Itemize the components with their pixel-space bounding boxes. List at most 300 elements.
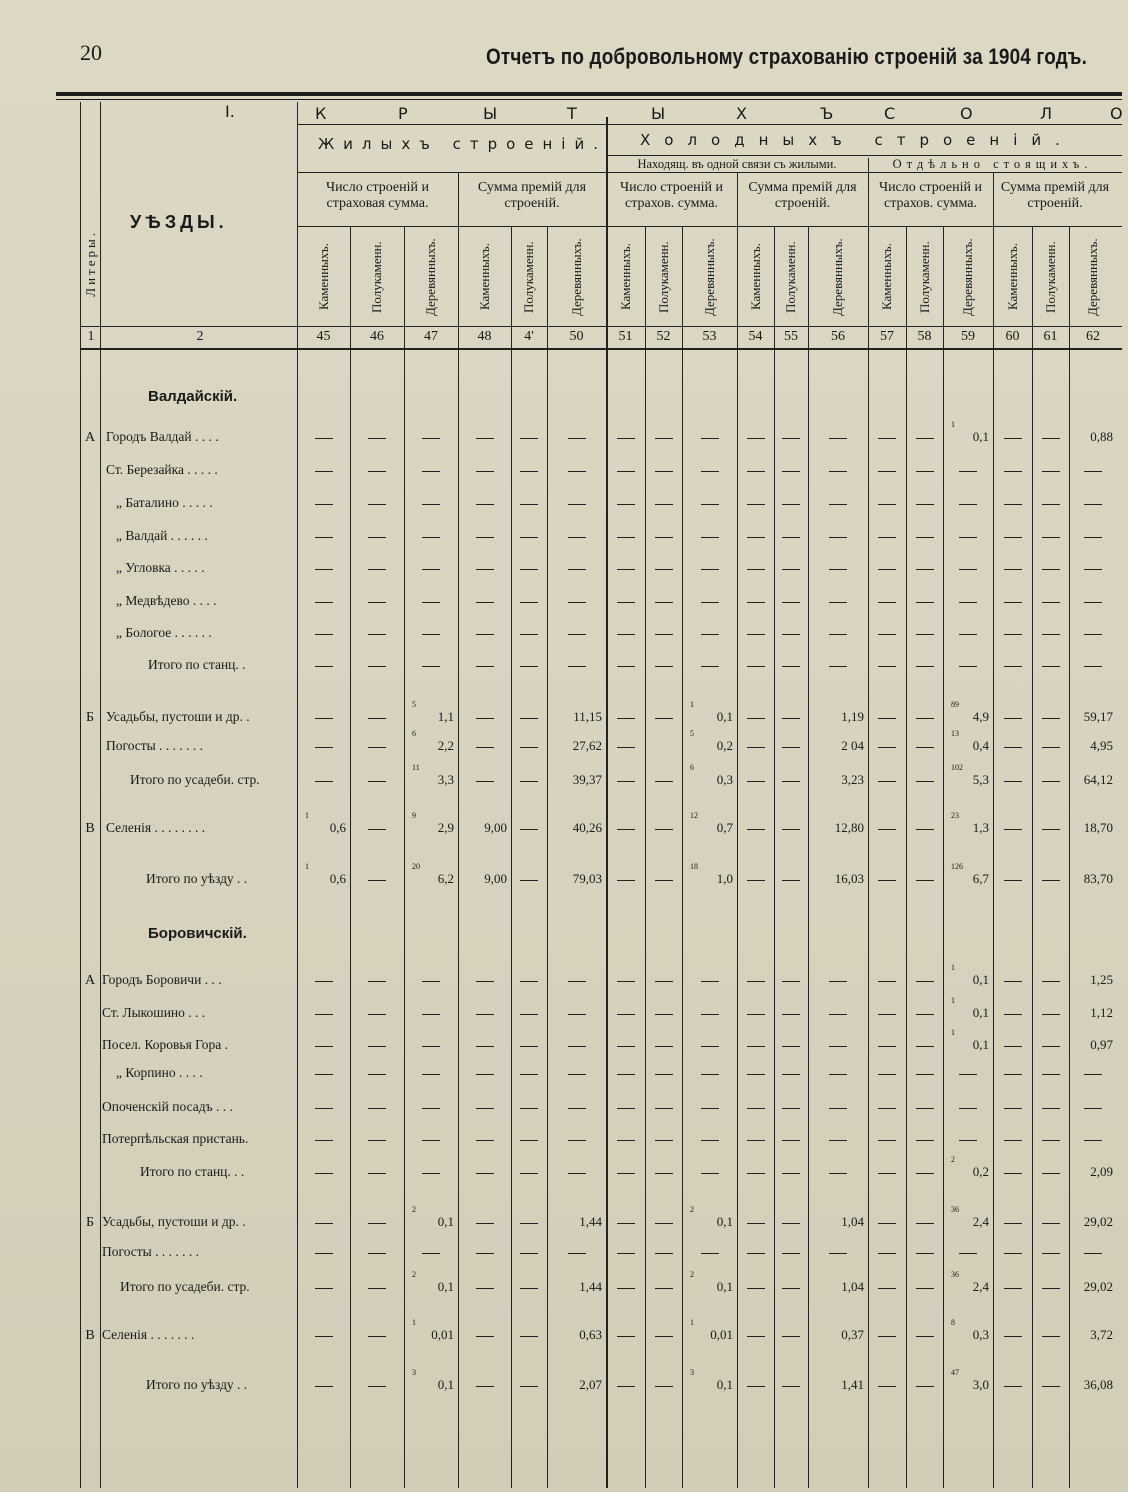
cell-count: 1 [690, 1318, 694, 1327]
cell-count: 1 [305, 862, 309, 871]
cell-value: 0,37 [841, 1327, 864, 1342]
column-type-label: Каменныхъ. [879, 243, 894, 311]
cell-dash [476, 718, 494, 719]
cell-dash [829, 634, 847, 635]
table-cell [299, 862, 346, 887]
cell-dash [829, 981, 847, 982]
table-left-border [80, 102, 81, 1488]
cell-dash [1004, 829, 1022, 830]
cell-value: 0,01 [710, 1327, 733, 1342]
row-label: Итого по усадеби. стр. [120, 1279, 250, 1294]
cell-dash [1042, 666, 1060, 667]
table-cell [945, 1270, 989, 1295]
cell-dash [368, 718, 386, 719]
cell-dash [878, 537, 896, 538]
cell-dash [878, 747, 896, 748]
group-header: Сумма премій для строеній. [477, 180, 587, 211]
header-bottom-rule [80, 326, 1122, 327]
row-label: Погосты . . . . . . . [106, 738, 203, 753]
row-label: Опоченскій посадъ . . . [102, 1099, 233, 1114]
column-type-label: Полукаменн. [1042, 241, 1058, 313]
table-cell [945, 1028, 989, 1053]
table-cell [684, 700, 733, 725]
cell-dash [701, 438, 719, 439]
cell-dash [476, 666, 494, 667]
cell-dash [829, 1108, 847, 1109]
cell-dash [747, 1046, 765, 1047]
cell-dash [782, 1336, 800, 1337]
table-cell [549, 1377, 602, 1393]
table-cell [406, 862, 454, 887]
cell-dash [476, 504, 494, 505]
cell-dash [701, 537, 719, 538]
column-border [547, 226, 548, 1488]
cell-count: 36 [951, 1270, 959, 1279]
table-cell [1071, 1279, 1113, 1295]
cell-dash [878, 981, 896, 982]
cell-dash [782, 1074, 800, 1075]
row-letter: Б [85, 710, 95, 725]
cell-dash [1084, 666, 1102, 667]
cell-dash [368, 471, 386, 472]
cell-dash [422, 1253, 440, 1254]
cell-dash [617, 634, 635, 635]
cell-dash [1042, 1253, 1060, 1254]
cell-dash [315, 602, 333, 603]
cell-dash [520, 1014, 538, 1015]
cell-dash [617, 602, 635, 603]
cell-dash [655, 829, 673, 830]
cell-dash [315, 1108, 333, 1109]
cell-dash [655, 781, 673, 782]
cell-dash [959, 504, 977, 505]
table-cell [1071, 1005, 1113, 1021]
cell-dash [1004, 1223, 1022, 1224]
cell-dash [568, 1014, 586, 1015]
cell-value: 0,01 [431, 1327, 454, 1342]
cell-value: 0,7 [716, 820, 733, 835]
cell-dash [315, 1046, 333, 1047]
cell-dash [916, 602, 934, 603]
table-cell [406, 700, 454, 725]
cell-dash [701, 602, 719, 603]
table-cell [1071, 972, 1113, 988]
cell-dash [368, 747, 386, 748]
cell-dash [878, 1223, 896, 1224]
cell-dash [916, 718, 934, 719]
cell-dash [701, 569, 719, 570]
cell-dash [829, 537, 847, 538]
cell-dash [368, 1074, 386, 1075]
cell-dash [1042, 747, 1060, 748]
cell-dash [520, 1140, 538, 1141]
table-cell [1071, 1377, 1113, 1393]
cell-dash [701, 504, 719, 505]
cell-value: 1,25 [1090, 972, 1113, 987]
cell-count: 2 [951, 1155, 955, 1164]
cell-dash [368, 438, 386, 439]
section-letter: Ы [483, 104, 498, 123]
cell-dash [916, 1336, 934, 1337]
cell-dash [520, 1386, 538, 1387]
cell-dash [617, 718, 635, 719]
cell-dash [520, 880, 538, 881]
cell-dash [655, 1288, 673, 1289]
cell-value: 0,1 [972, 429, 989, 444]
cell-dash [1042, 781, 1060, 782]
cell-dash [1004, 1046, 1022, 1047]
cell-dash [617, 666, 635, 667]
column-number: 46 [370, 329, 384, 344]
cell-dash [617, 981, 635, 982]
cell-dash [520, 1223, 538, 1224]
cell-dash [315, 471, 333, 472]
section-letter: С [884, 104, 896, 123]
table-cell [945, 963, 989, 988]
column-border [943, 226, 944, 1488]
cell-dash [617, 1046, 635, 1047]
cell-dash [916, 829, 934, 830]
column-type-label: Каменныхъ. [315, 243, 331, 311]
cell-count: 47 [951, 1368, 959, 1377]
cell-dash [916, 1046, 934, 1047]
cell-dash [916, 880, 934, 881]
cell-dash [878, 1108, 896, 1109]
cell-value: 79,03 [572, 871, 602, 886]
section-letter: Ы [651, 104, 666, 123]
cell-value: 0,63 [579, 1327, 602, 1342]
table-cell [684, 1318, 733, 1343]
cell-dash [617, 1336, 635, 1337]
row-label: Селенія . . . . . . . [102, 1327, 195, 1342]
cell-dash [829, 438, 847, 439]
cell-count: 18 [690, 862, 698, 871]
cell-dash [568, 537, 586, 538]
cell-dash [520, 1108, 538, 1109]
cell-dash [1042, 1074, 1060, 1075]
column-border [645, 226, 646, 1488]
cell-dash [422, 981, 440, 982]
cell-dash [520, 747, 538, 748]
cell-dash [878, 504, 896, 505]
cell-count: 1 [951, 963, 955, 972]
cell-dash [476, 1108, 494, 1109]
column-type-label: Деревянныхъ. [701, 238, 717, 316]
cell-dash [959, 1074, 977, 1075]
cell-count: 13 [951, 729, 959, 738]
section-letter: Л [1040, 104, 1053, 123]
table-cell [684, 862, 733, 887]
cell-dash [520, 537, 538, 538]
cell-dash [782, 504, 800, 505]
cell-dash [701, 634, 719, 635]
cell-dash [368, 634, 386, 635]
cell-dash [476, 1288, 494, 1289]
header-rule-thin [56, 99, 1122, 100]
cell-dash [520, 829, 538, 830]
cell-dash [878, 781, 896, 782]
cell-dash [617, 1253, 635, 1254]
cell-dash [701, 1074, 719, 1075]
cell-dash [747, 1223, 765, 1224]
column-border [906, 226, 907, 1488]
cell-count: 5 [412, 700, 416, 709]
cell-dash [476, 602, 494, 603]
cell-dash [476, 1046, 494, 1047]
column-type-label: Каменныхъ. [747, 243, 763, 311]
cell-dash [1042, 1336, 1060, 1337]
group-divider [868, 158, 869, 1488]
cell-dash [655, 602, 673, 603]
row-label: Потерпѣльская пристань. [102, 1131, 249, 1146]
row-label: „ Угловка . . . . . [116, 560, 205, 575]
cell-dash [368, 1108, 386, 1109]
cell-dash [1004, 438, 1022, 439]
cell-dash [747, 829, 765, 830]
district-title: Валдайскій. [148, 388, 238, 405]
cell-count: 3 [690, 1368, 694, 1377]
cell-dash [747, 666, 765, 667]
cell-dash [315, 981, 333, 982]
cell-dash [916, 1223, 934, 1224]
cell-dash [1004, 666, 1022, 667]
row-label: Усадьбы, пустоши и др. . [102, 1214, 246, 1229]
cell-dash [1042, 1108, 1060, 1109]
cell-dash [1042, 569, 1060, 570]
cell-dash [1004, 1173, 1022, 1174]
cell-count: 126 [951, 862, 963, 871]
cell-dash [476, 1336, 494, 1337]
cell-dash [1084, 1108, 1102, 1109]
section-letter: Р [398, 104, 408, 123]
cell-dash [315, 537, 333, 538]
cell-dash [747, 1386, 765, 1387]
cell-dash [878, 1046, 896, 1047]
cell-dash [655, 569, 673, 570]
cell-dash [422, 504, 440, 505]
cell-dash [617, 1288, 635, 1289]
cell-dash [655, 1014, 673, 1015]
table-cell [549, 709, 602, 725]
cell-dash [617, 1074, 635, 1075]
row-label: Усадьбы, пустоши и др. . [106, 709, 250, 724]
cell-count: 1 [951, 996, 955, 1005]
column-type-label: Полукаменн. [783, 241, 798, 313]
row-letter: В [85, 821, 95, 836]
cell-dash [782, 718, 800, 719]
cell-dash [1004, 1386, 1022, 1387]
cell-dash [1084, 537, 1102, 538]
cell-dash [1004, 634, 1022, 635]
row-label: Городъ Валдай . . . . [106, 429, 219, 444]
row-label: Ст. Березайка . . . . . [106, 462, 218, 477]
zhilykh-header: Жилыхъ строеній. [318, 135, 607, 153]
cell-dash [878, 1074, 896, 1075]
cell-count: 36 [951, 1205, 959, 1214]
cell-dash [1004, 747, 1022, 748]
cell-dash [568, 634, 586, 635]
cell-value: 0,4 [972, 738, 989, 753]
cell-dash [520, 1288, 538, 1289]
cell-count: 2 [412, 1205, 416, 1214]
cell-dash [916, 569, 934, 570]
cell-dash [315, 1336, 333, 1337]
cell-dash [782, 438, 800, 439]
cell-dash [959, 1108, 977, 1109]
table-cell [810, 1377, 864, 1393]
cell-dash [520, 718, 538, 719]
table-cell [549, 1214, 602, 1230]
cell-dash [476, 1140, 494, 1141]
cell-dash [878, 666, 896, 667]
column-border [682, 226, 683, 1488]
section-letter: Ъ [820, 104, 834, 123]
cell-count: 20 [412, 862, 420, 871]
cell-dash [878, 1140, 896, 1141]
table-cell [549, 820, 602, 836]
cell-dash [422, 1046, 440, 1047]
cell-dash [1042, 981, 1060, 982]
cell-dash [476, 438, 494, 439]
cell-dash [916, 1140, 934, 1141]
table-cell [945, 811, 989, 836]
header-rule [297, 226, 1122, 227]
column-number: 56 [831, 329, 845, 344]
row-letter: Б [85, 1215, 95, 1230]
cell-value: 1,12 [1090, 1005, 1113, 1020]
cell-dash [1004, 1336, 1022, 1337]
cell-count: 9 [412, 811, 416, 820]
cell-dash [747, 781, 765, 782]
cell-dash [916, 781, 934, 782]
cell-dash [315, 1074, 333, 1075]
cell-dash [422, 634, 440, 635]
row-label: „ Баталино . . . . . [116, 495, 213, 510]
column-border [737, 348, 738, 1488]
cell-dash [655, 1223, 673, 1224]
header-rule [56, 92, 1122, 96]
cell-value: 2,2 [437, 738, 454, 753]
cell-dash [1004, 781, 1022, 782]
table-cell [945, 1368, 989, 1393]
cell-dash [655, 1074, 673, 1075]
table-cell [1071, 738, 1113, 754]
row-label: Итого по усадеби. стр. [130, 772, 260, 787]
column-number: 60 [1005, 329, 1020, 344]
table-cell [406, 1205, 454, 1230]
cell-dash [916, 1108, 934, 1109]
table-cell [549, 1279, 602, 1295]
column-number: 58 [917, 329, 932, 344]
cell-value: 1,44 [579, 1214, 602, 1229]
cell-dash [916, 1074, 934, 1075]
cell-dash [747, 471, 765, 472]
cell-dash [1084, 471, 1102, 472]
cell-dash [476, 1173, 494, 1174]
cell-dash [829, 1014, 847, 1015]
cell-dash [1042, 1014, 1060, 1015]
cell-dash [878, 1173, 896, 1174]
cell-dash [701, 1173, 719, 1174]
cell-value: 3,72 [1090, 1327, 1113, 1342]
cell-dash [782, 569, 800, 570]
cell-dash [655, 1386, 673, 1387]
cell-dash [655, 504, 673, 505]
cell-dash [617, 569, 635, 570]
cell-dash [655, 634, 673, 635]
cell-dash [1004, 471, 1022, 472]
cell-dash [520, 634, 538, 635]
cell-dash [422, 1173, 440, 1174]
cell-value: 39,37 [572, 772, 602, 787]
column-number: 55 [784, 329, 798, 344]
cell-dash [568, 981, 586, 982]
cell-dash [701, 1046, 719, 1047]
column-number: 52 [656, 329, 671, 344]
cell-dash [916, 981, 934, 982]
cell-dash [315, 781, 333, 782]
cell-value: 1,44 [579, 1279, 602, 1294]
cell-dash [829, 1074, 847, 1075]
cell-dash [1004, 880, 1022, 881]
table-cell [1071, 820, 1113, 836]
cell-value: 0,1 [972, 1005, 989, 1020]
cell-dash [368, 602, 386, 603]
cell-dash [520, 471, 538, 472]
cell-dash [476, 1253, 494, 1254]
cell-dash [701, 666, 719, 667]
column-number: 47 [424, 329, 438, 344]
cell-dash [422, 1074, 440, 1075]
cell-dash [568, 1074, 586, 1075]
row-label: „ Бологое . . . . . . [116, 625, 212, 640]
cell-dash [617, 829, 635, 830]
cell-dash [782, 1173, 800, 1174]
column-type-label: Деревянныхъ. [568, 238, 584, 316]
cell-dash [476, 747, 494, 748]
section-letter: О [960, 104, 973, 123]
cell-dash [747, 1074, 765, 1075]
cell-dash [422, 666, 440, 667]
cell-value: 0,6 [329, 820, 346, 835]
cell-value: 29,02 [1083, 1214, 1113, 1229]
table-cell [945, 420, 989, 445]
row-label: Итого по уѣзду . . [146, 1377, 248, 1392]
cell-value: 64,12 [1083, 772, 1113, 787]
column-type-label: Каменныхъ. [617, 243, 633, 311]
cell-count: 2 [690, 1205, 694, 1214]
cell-value: 0,1 [716, 1377, 733, 1392]
table-cell [810, 820, 864, 836]
table-cell [945, 1155, 989, 1180]
cell-dash [916, 747, 934, 748]
cell-dash [476, 1014, 494, 1015]
cell-dash [422, 1140, 440, 1141]
cell-dash [520, 781, 538, 782]
cell-value: 0,97 [1090, 1037, 1113, 1052]
column-number: 54 [748, 329, 763, 344]
section-letter: Х [736, 104, 747, 123]
column-border [808, 226, 809, 1488]
row-label: „ Корпино . . . . [116, 1065, 203, 1080]
column-number: 48 [477, 329, 492, 344]
cell-value: 0,1 [716, 709, 733, 724]
cell-dash [617, 1223, 635, 1224]
table-cell [810, 871, 864, 887]
cell-dash [782, 781, 800, 782]
cell-dash [368, 829, 386, 830]
column-number: 2 [196, 329, 204, 344]
